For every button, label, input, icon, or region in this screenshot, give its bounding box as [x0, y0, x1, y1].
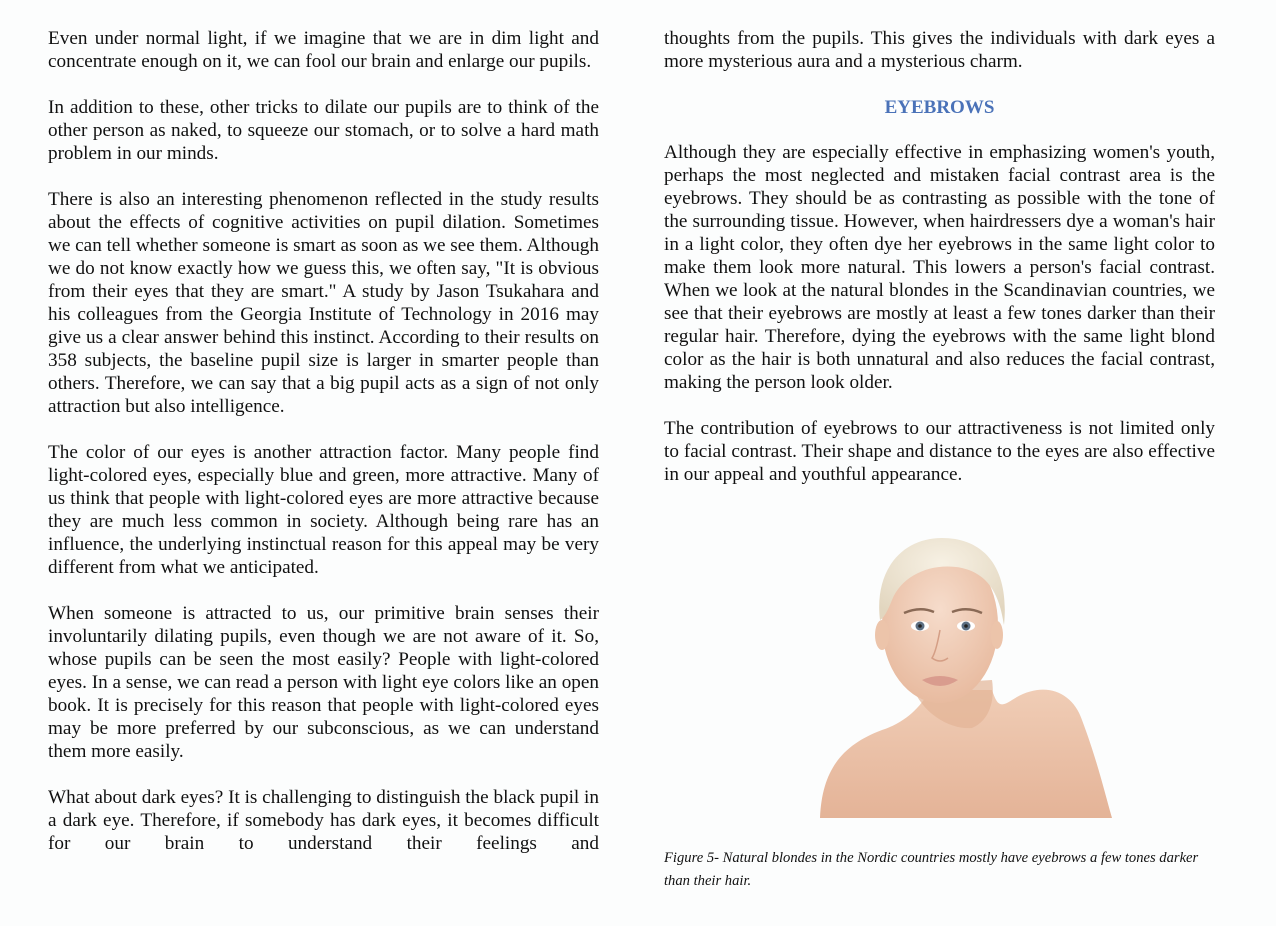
paragraph-eyebrow-contrast: Although they are especially effective in emphasizing women's youth, perhaps the most neglected and mistaken facial contrast area is the eyebrows. They should be as contrasting as possible with the tone of the surrounding tissue. However, when hairdressers dye a woman's hair in a light color, they often dye her eyebrows in the same light color to make them look more natural. This lowers a person's facial contrast. When we look at the natural blondes in the Scandinavian countries, we see that their eyebrows are mostly at least a few tones darker than their regular hair. Therefore, dying the eyebrows with the same light blond color as the hair is both unnatural and also reduces the facial contrast, making the person look older. [664, 142, 1215, 393]
portrait-image [812, 530, 1117, 818]
paragraph-dilation-tricks: In addition to these, other tricks to dilate our pupils are to think of the other person as naked, to squeeze our stomach, or to solve a hard math problem in our minds. [48, 97, 599, 164]
section-heading-eyebrows: EYEBROWS [884, 97, 995, 118]
paragraph-light-eyes: When someone is attracted to us, our primitive brain senses their involuntarily dilating pupils, even though we are not aware of it. So, whose pupils can be seen the most easily? People with light-colored eyes. In a sense, we can read a person with light eye colors like an open book. It is precisely for this reason that people with light-colored eyes may be more preferred by our subconscious, as we can understand them more easily. [48, 603, 599, 762]
figure-blonde-portrait [812, 530, 1117, 818]
paragraph-cognitive-study: There is also an interesting phenomenon reflected in the study results about the effects of cognitive activities on pupil dilation. Sometimes we can tell whether someone is smart as soon as we see them. Although we do not know exactly how we guess this, we often say, "It is obvious from their eyes that they are smart." A study by Jason Tsukahara and his colleagues from the Georgia Institute of Technology in 2016 may give us a clear answer behind this instinct. According to their results on 358 subjects, the baseline pupil size is larger in smarter people than others. Therefore, we can say that a big pupil acts as a sign of not only attraction but also intelligence. [48, 189, 599, 417]
paragraph-eyebrow-shape: The contribution of eyebrows to our attractiveness is not limited only to facial contrast. Their shape and distance to the eyes are also effective in our appeal and youthful appearance. [664, 418, 1215, 485]
paragraph-eye-color: The color of our eyes is another attraction factor. Many people find light-colored eyes, especially blue and green, more attractive. Many of us think that people with light-colored eyes are more attractive because they are much less common in society. Although being rare has an influence, the underlying instinctual reason for this appeal may be very different from what we anticipated. [48, 442, 599, 578]
right-column [664, 27, 1215, 509]
paragraph-dim-light: Even under normal light, if we imagine that we are in dim light and concentrate enough on it, we can fool our brain and enlarge our pupils. [48, 28, 599, 72]
left-column [48, 27, 599, 878]
figure-caption: Figure 5- Natural blondes in the Nordic countries mostly have eyebrows a few tones darker than their hair. [664, 850, 1199, 889]
paragraph-continuation: thoughts from the pupils. This gives the individuals with dark eyes a more mysterious aura and a mysterious charm. [664, 28, 1215, 72]
paragraph-dark-eyes: What about dark eyes? It is challenging to distinguish the black pupil in a dark eye. Therefore, if somebody has dark eyes, it becomes difficult for our brain to understand their feelings and [48, 787, 599, 854]
